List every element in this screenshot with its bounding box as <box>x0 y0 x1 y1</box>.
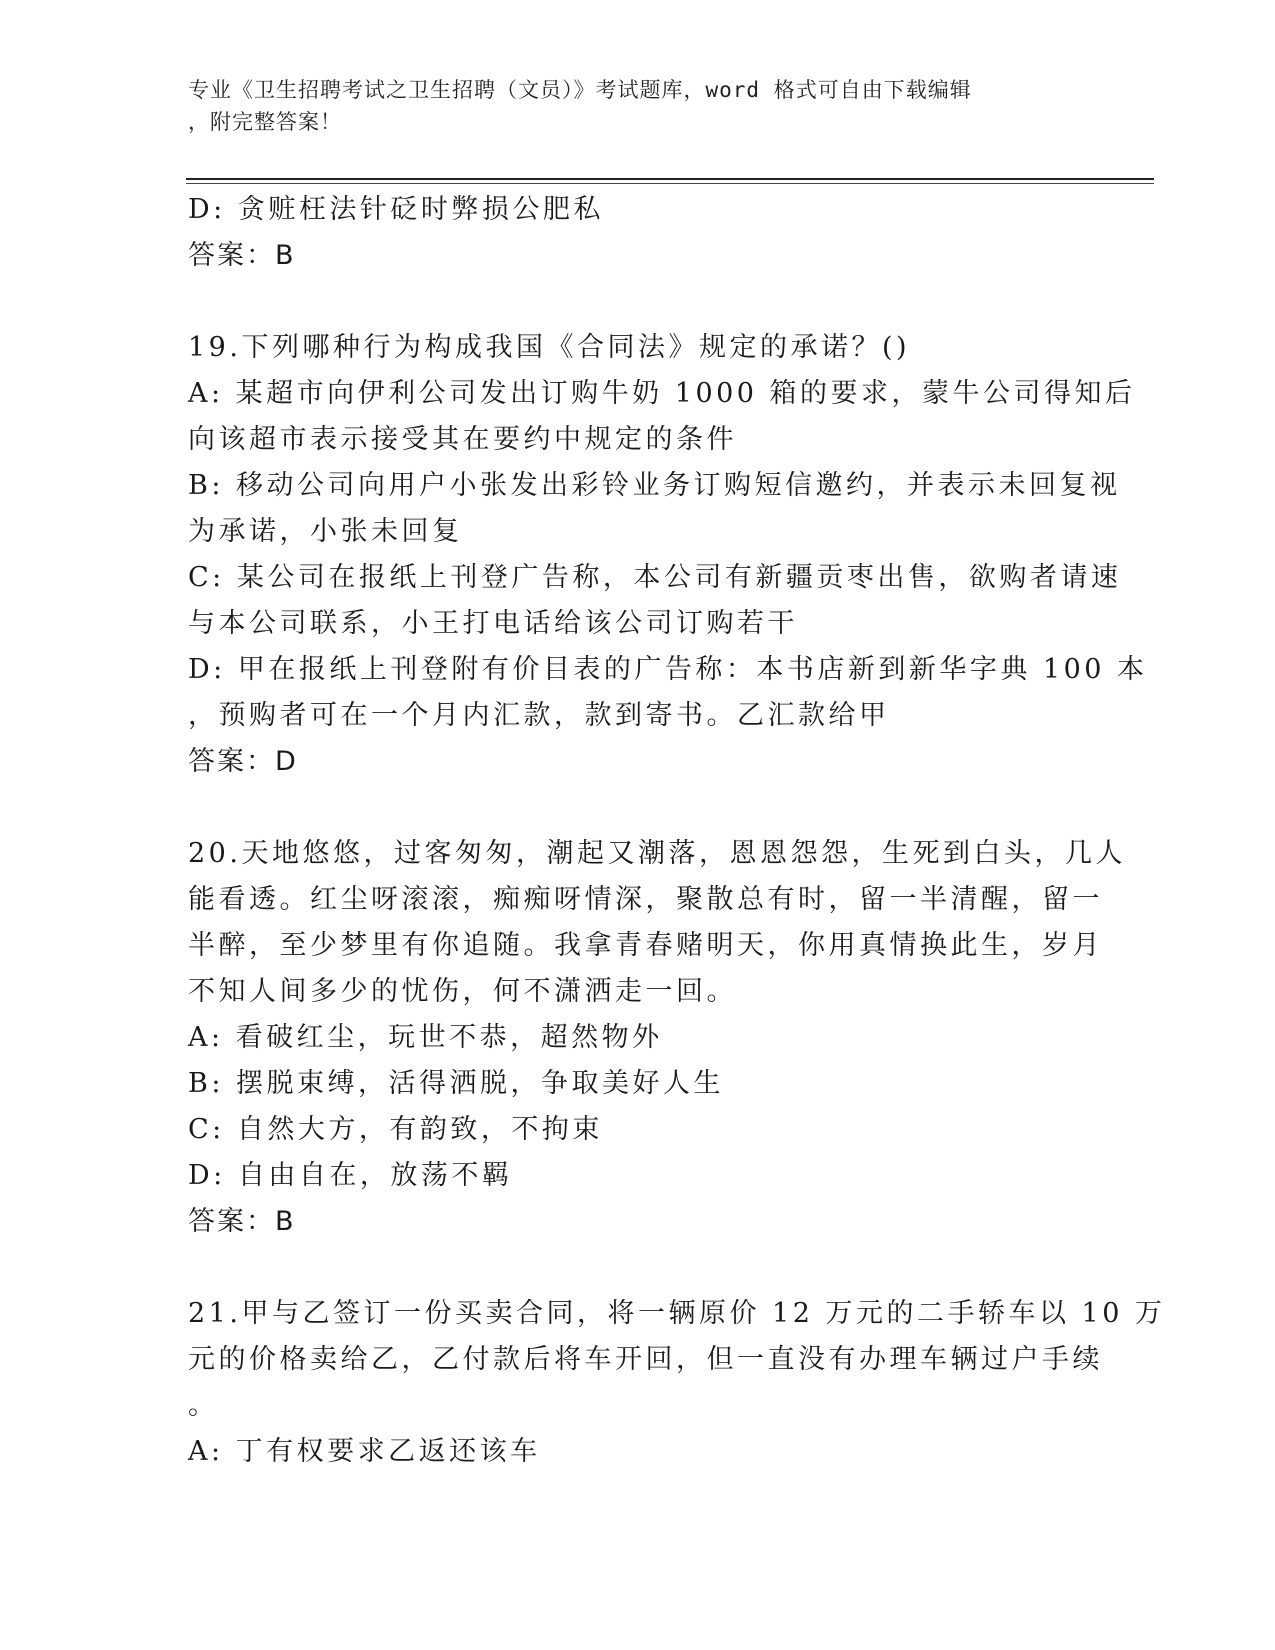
q21-stem-1: 21.甲与乙签订一份买卖合同，将一辆原价 12 万元的二手轿车以 10 万 <box>188 1298 1166 1329</box>
q20-option-a: A: 看破红尘，玩世不恭，超然物外 <box>188 1022 663 1053</box>
spacer <box>188 1245 1088 1291</box>
q19-option-d: D: 甲在报纸上刊登附有价目表的广告称：本书店新到新华字典 100 本 <box>188 654 1148 685</box>
q20-option-d: D: 自由自在，放荡不羁 <box>188 1160 513 1191</box>
q21-stem-2: 元的价格卖给乙，乙付款后将车开回，但一直没有办理车辆过户手续 <box>188 1344 1103 1375</box>
q20-stem-4: 不知人间多少的忧伤，何不潇洒走一回。 <box>188 976 737 1007</box>
q19-option-a: A: 某超市向伊利公司发出订购牛奶 1000 箱的要求，蒙牛公司得知后 <box>188 378 1136 409</box>
q21-stem-3: 。 <box>188 1390 219 1421</box>
q19-stem: 19.下列哪种行为构成我国《合同法》规定的承诺？() <box>188 332 911 363</box>
q19-option-c-cont: 与本公司联系，小王打电话给该公司订购若干 <box>188 608 798 639</box>
prev-question <box>188 187 1088 279</box>
header-divider-thick <box>186 178 1154 180</box>
q19-option-c: C: 某公司在报纸上刊登广告称，本公司有新疆贡枣出售，欲购者请速 <box>188 562 1122 593</box>
document-header <box>188 74 1088 138</box>
spacer <box>188 785 1088 831</box>
header-line-2: ，附完整答案！ <box>188 110 342 134</box>
question-20 <box>188 831 1126 1245</box>
question-21 <box>188 1291 1166 1475</box>
prev-option-d: D: 贪赃枉法针砭时弊损公肥私 <box>188 194 604 225</box>
q20-option-c: C: 自然大方，有韵致，不拘束 <box>188 1114 603 1145</box>
q20-answer: 答案：B <box>188 1206 296 1237</box>
q19-option-b: B: 移动公司向用户小张发出彩铃业务订购短信邀约，并表示未回复视 <box>188 470 1121 501</box>
q19-option-a-cont: 向该超市表示接受其在要约中规定的条件 <box>188 424 737 455</box>
q20-stem-3: 半醉，至少梦里有你追随。我拿青春赌明天，你用真情换此生，岁月 <box>188 930 1103 961</box>
q19-option-d-cont: ，预购者可在一个月内汇款，款到寄书。乙汇款给甲 <box>188 700 890 731</box>
spacer <box>188 279 1088 325</box>
q20-stem-1: 20.天地悠悠，过客匆匆，潮起又潮落，恩恩怨怨，生死到白头，几人 <box>188 838 1126 869</box>
q20-stem-2: 能看透。红尘呀滚滚，痴痴呀情深，聚散总有时，留一半清醒，留一 <box>188 884 1103 915</box>
q19-option-b-cont: 为承诺，小张未回复 <box>188 516 463 547</box>
q21-option-a: A: 丁有权要求乙返还该车 <box>188 1436 541 1467</box>
prev-answer: 答案：B <box>188 240 296 271</box>
header-line-1: 专业《卫生招聘考试之卫生招聘（文员）》考试题库，word 格式可自由下载编辑 <box>188 78 972 102</box>
header-divider-thin <box>186 183 1154 184</box>
question-19 <box>188 325 1148 785</box>
document-body <box>188 187 1166 1475</box>
q20-option-b: B: 摆脱束缚，活得洒脱，争取美好人生 <box>188 1068 725 1099</box>
q19-answer: 答案：D <box>188 746 298 777</box>
